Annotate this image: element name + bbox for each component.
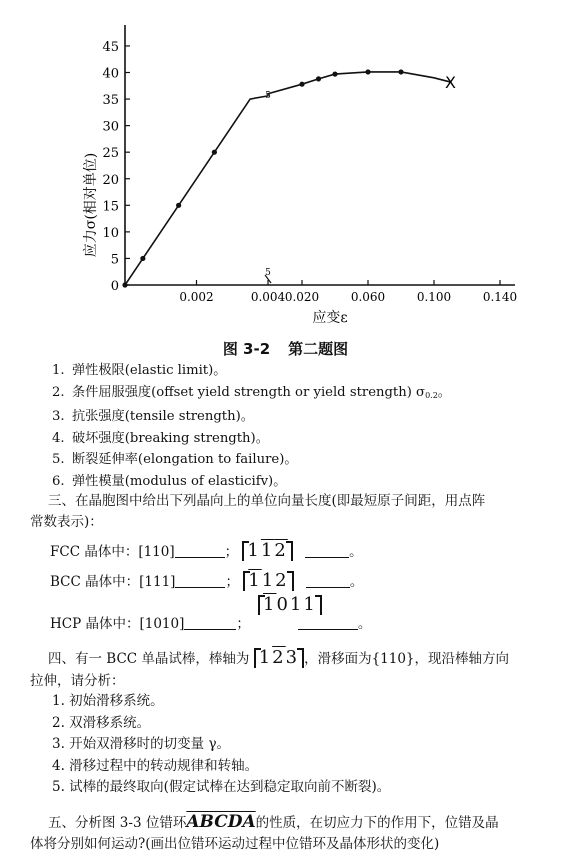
rod-axis-direction: 123 — [254, 648, 304, 668]
failure-marker: X — [445, 73, 456, 93]
data-point — [316, 76, 321, 81]
stress-strain-curve — [125, 72, 451, 285]
data-point — [212, 150, 217, 155]
data-point — [365, 69, 370, 74]
figure-title: 第二题图 — [288, 340, 349, 358]
x-axis-break-label: 5 — [265, 268, 271, 278]
list-item: 1. 初始滑移系统。 — [52, 693, 164, 709]
y-tick-label: 0 — [110, 279, 119, 294]
figure-label: 图 3-2 — [222, 340, 271, 358]
bcc-direction: 112 — [243, 571, 293, 591]
hcp-direction: 1011 — [258, 595, 322, 615]
list-item: 4. 破坏强度(breaking strength)。 — [52, 430, 269, 446]
y-axis-label: 应力σ(相对单位) — [83, 152, 99, 258]
x-tick-label: 0.060 — [350, 290, 386, 304]
fcc-row: FCC 晶体中：[110] ； 112 。 — [50, 540, 363, 561]
y-tick-label: 35 — [102, 93, 119, 109]
hcp-label: HCP 晶体中：[1010] — [50, 616, 185, 632]
data-point — [122, 282, 127, 287]
x-tick-label: 0.020 — [284, 290, 320, 304]
list-item: 2. 条件屈服强度(offset yield strength or yield strength) $\sigma_{0.2}$。 — [52, 384, 451, 400]
x-axis-label: 应变ε — [312, 310, 348, 326]
data-point — [299, 82, 304, 87]
x-tick-label: 0.004 — [250, 290, 286, 304]
dislocation-loop-label: ABCDA — [186, 812, 256, 832]
list-item: 3. 抗张强度(tensile strength)。 — [52, 409, 254, 424]
x-tick-label: 0.002 — [179, 290, 214, 304]
answer-blank[interactable] — [175, 573, 225, 588]
y-tick-label: 40 — [102, 66, 119, 82]
hcp-row: HCP 晶体中：[1010] ； 。 — [50, 616, 372, 632]
answer-blank[interactable] — [298, 615, 358, 630]
x-tick-label: 0.140 — [482, 290, 518, 304]
data-point — [398, 69, 403, 74]
answer-blank[interactable] — [175, 543, 225, 558]
section4-line2: 拉伸，请分析： — [30, 673, 125, 689]
y-tick-label: 15 — [102, 199, 119, 215]
list-item: 2. 双滑移系统。 — [52, 714, 151, 731]
curve-break-label: 5 — [265, 90, 271, 101]
x-tick-label: 0.100 — [416, 290, 452, 304]
section3-line1: 三、在晶胞图中给出下列晶向上的单位向量长度(即最短原子间距，用点阵 — [48, 493, 486, 509]
list-item: 5. 断裂延伸率(elongation to failure)。 — [52, 452, 298, 467]
section5-line2: 体将分别如何运动?(画出位错环运动过程中位错环及晶体形状的变化) — [30, 836, 440, 852]
y-tick-label: 30 — [102, 119, 119, 135]
figure-caption — [0, 338, 571, 359]
y-tick-label: 25 — [102, 146, 119, 162]
answer-blank[interactable] — [184, 615, 236, 630]
section5-line1: 五、分析图 3-3 位错环ABCDA的性质，在切应力下的作用下，位错及晶 — [48, 812, 499, 832]
fcc-direction: 112 — [242, 541, 292, 561]
list-item: 4. 滑移过程中的转动规律和转轴。 — [52, 757, 259, 774]
list-item: 1. 弹性极限(elastic limit)。 — [52, 363, 227, 378]
list-item: 6. 弹性模量(modulus of elasticifv)。 — [52, 473, 287, 489]
y-tick-label: 10 — [102, 225, 119, 241]
bcc-row: BCC 晶体中：[111] ； 112 。 — [50, 570, 364, 591]
data-point — [176, 203, 181, 208]
answer-blank[interactable] — [306, 573, 350, 588]
list-item: 5. 试棒的最终取向(假定试棒在达到稳定取向前不断裂)。 — [52, 779, 391, 795]
data-point — [140, 256, 145, 261]
section4-list — [52, 691, 390, 799]
fcc-label: FCC 晶体中：[110] — [50, 544, 175, 560]
property-list — [52, 360, 451, 492]
data-point — [332, 71, 337, 76]
y-tick-label: 45 — [102, 39, 119, 55]
chart-axes — [125, 25, 515, 285]
y-tick-label: 20 — [102, 172, 119, 188]
stress-strain-chart — [0, 0, 571, 335]
chart-series — [122, 69, 456, 287]
list-item: 3. 开始双滑移时的切变量 γ。 — [52, 736, 231, 752]
section4-line1: 四、有一 BCC 单晶试棒，棒轴为 123 ，滑移面为{110}，现沿棒轴方向 — [48, 647, 510, 668]
answer-blank[interactable] — [305, 543, 349, 558]
section3-line2: 常数表示)： — [30, 514, 103, 530]
y-tick-label: 5 — [110, 252, 119, 268]
bcc-label: BCC 晶体中：[111] — [50, 574, 176, 590]
